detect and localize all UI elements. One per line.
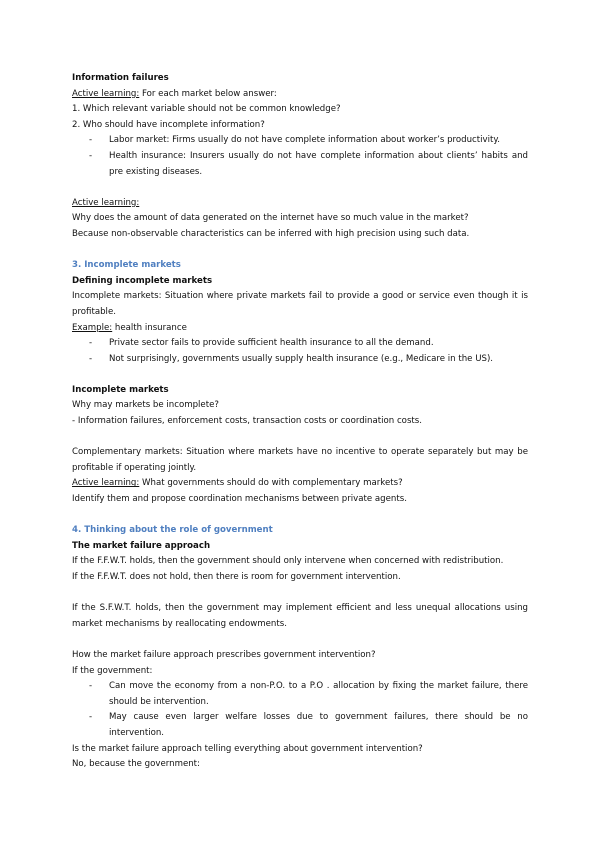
answer-text: No, because the government:: [72, 759, 200, 770]
active-learning-label: Active learning:: [72, 88, 140, 99]
dash-bullet-icon: -: [89, 353, 93, 364]
active-learning-line: [72, 87, 528, 103]
section-heading: 4. Thinking about the role of government: [72, 525, 273, 536]
if-government-text: If the government:: [72, 665, 153, 676]
bullet-list: [72, 133, 528, 180]
spacer: [72, 632, 528, 648]
active-learning-text: What governments should do with complementary markets?: [139, 478, 403, 489]
list-item-text: Can move the economy from a non-P.O. to a P.O . allocation by fixing the market failure, there should be intervention.: [109, 681, 528, 707]
reasons-text: - Information failures, enforcement costs, transaction costs or coordination costs.: [72, 416, 422, 427]
question-1: 1. Which relevant variable should not be common knowledge?: [72, 104, 341, 115]
example-text: health insurance: [112, 322, 187, 333]
section-heading: 3. Incomplete markets: [72, 260, 181, 271]
paragraph: If the S.F.W.T. holds, then the government may implement efficient and less unequal allocations using market mechanisms by reallocating endowments.: [72, 603, 528, 629]
dash-bullet-icon: -: [89, 712, 93, 723]
spacer: [72, 586, 528, 602]
active-learning-line: [72, 476, 528, 492]
active-learning-line: [72, 196, 528, 212]
list-item-text: Private sector fails to provide sufficient health insurance to all the demand.: [109, 338, 434, 349]
subheading: The market failure approach: [72, 540, 211, 551]
paragraph: If the F.F.W.T. does not hold, then there is room for government intervention.: [72, 572, 401, 582]
spacer: [72, 243, 528, 259]
list-item: [72, 336, 528, 352]
section-information-failures: [72, 71, 528, 180]
question-text: Why does the amount of data generated on the internet have so much value in the market?: [72, 213, 469, 224]
list-item-text: Not surprisingly, governments usually supply health insurance (e.g., Medicare in the US).: [109, 353, 494, 364]
list-item-text: Labor market: Firms usually do not have complete information about worker’s productivity.: [109, 135, 500, 146]
definition-paragraph: Incomplete markets: Situation where private markets fail to provide a good or service even though it is profitable.: [72, 291, 528, 317]
list-item: [72, 133, 528, 149]
dash-bullet-icon: -: [89, 150, 93, 161]
section-role-of-government: [72, 523, 528, 773]
dash-bullet-icon: -: [89, 135, 93, 146]
dash-bullet-icon: -: [89, 681, 93, 692]
list-item: [72, 149, 528, 180]
question-2: 2. Who should have incomplete information?: [72, 119, 265, 130]
example-label: Example:: [72, 322, 113, 333]
bullet-list: [72, 336, 528, 367]
answer-text: Because non-observable characteristics can be inferred with high precision using such data.: [72, 228, 470, 239]
dash-bullet-icon: -: [89, 338, 93, 349]
bullet-list: [72, 679, 528, 741]
list-item: [72, 679, 528, 710]
question-text: Why may markets be incomplete?: [72, 400, 219, 411]
identify-text: Identify them and propose coordination mechanisms between private agents.: [72, 494, 407, 505]
subheading: Incomplete markets: [72, 384, 169, 395]
complementary-paragraph: Complementary markets: Situation where markets have no incentive to operate separately but may be profitable if operating jointly.: [72, 447, 528, 473]
paragraph: If the F.F.W.T. holds, then the government should only intervene when concerned with redistribution.: [72, 556, 504, 567]
spacer: [72, 367, 528, 383]
list-item: [72, 352, 528, 368]
spacer: [72, 180, 528, 196]
question-text: Is the market failure approach telling everything about government intervention?: [72, 743, 423, 754]
active-learning-text: For each market below answer:: [139, 88, 277, 99]
spacer: [72, 430, 528, 446]
list-item-text: May cause even larger welfare losses due to government failures, there should be no intervention.: [109, 712, 528, 738]
list-item-text: Health insurance: Insurers usually do not have complete information about clients’ habits and pre existing diseases.: [109, 150, 528, 177]
example-line: [72, 321, 528, 337]
subheading: Defining incomplete markets: [72, 275, 213, 286]
question-text: How the market failure approach prescribes government intervention?: [72, 649, 376, 660]
active-learning-label: Active learning:: [72, 197, 140, 208]
active-learning-label: Active learning:: [72, 478, 140, 489]
section-title: Information failures: [72, 73, 169, 83]
section-active-learning-data: [72, 196, 528, 243]
section-incomplete-markets: [72, 258, 528, 508]
list-item: [72, 710, 528, 741]
spacer: [72, 508, 528, 524]
